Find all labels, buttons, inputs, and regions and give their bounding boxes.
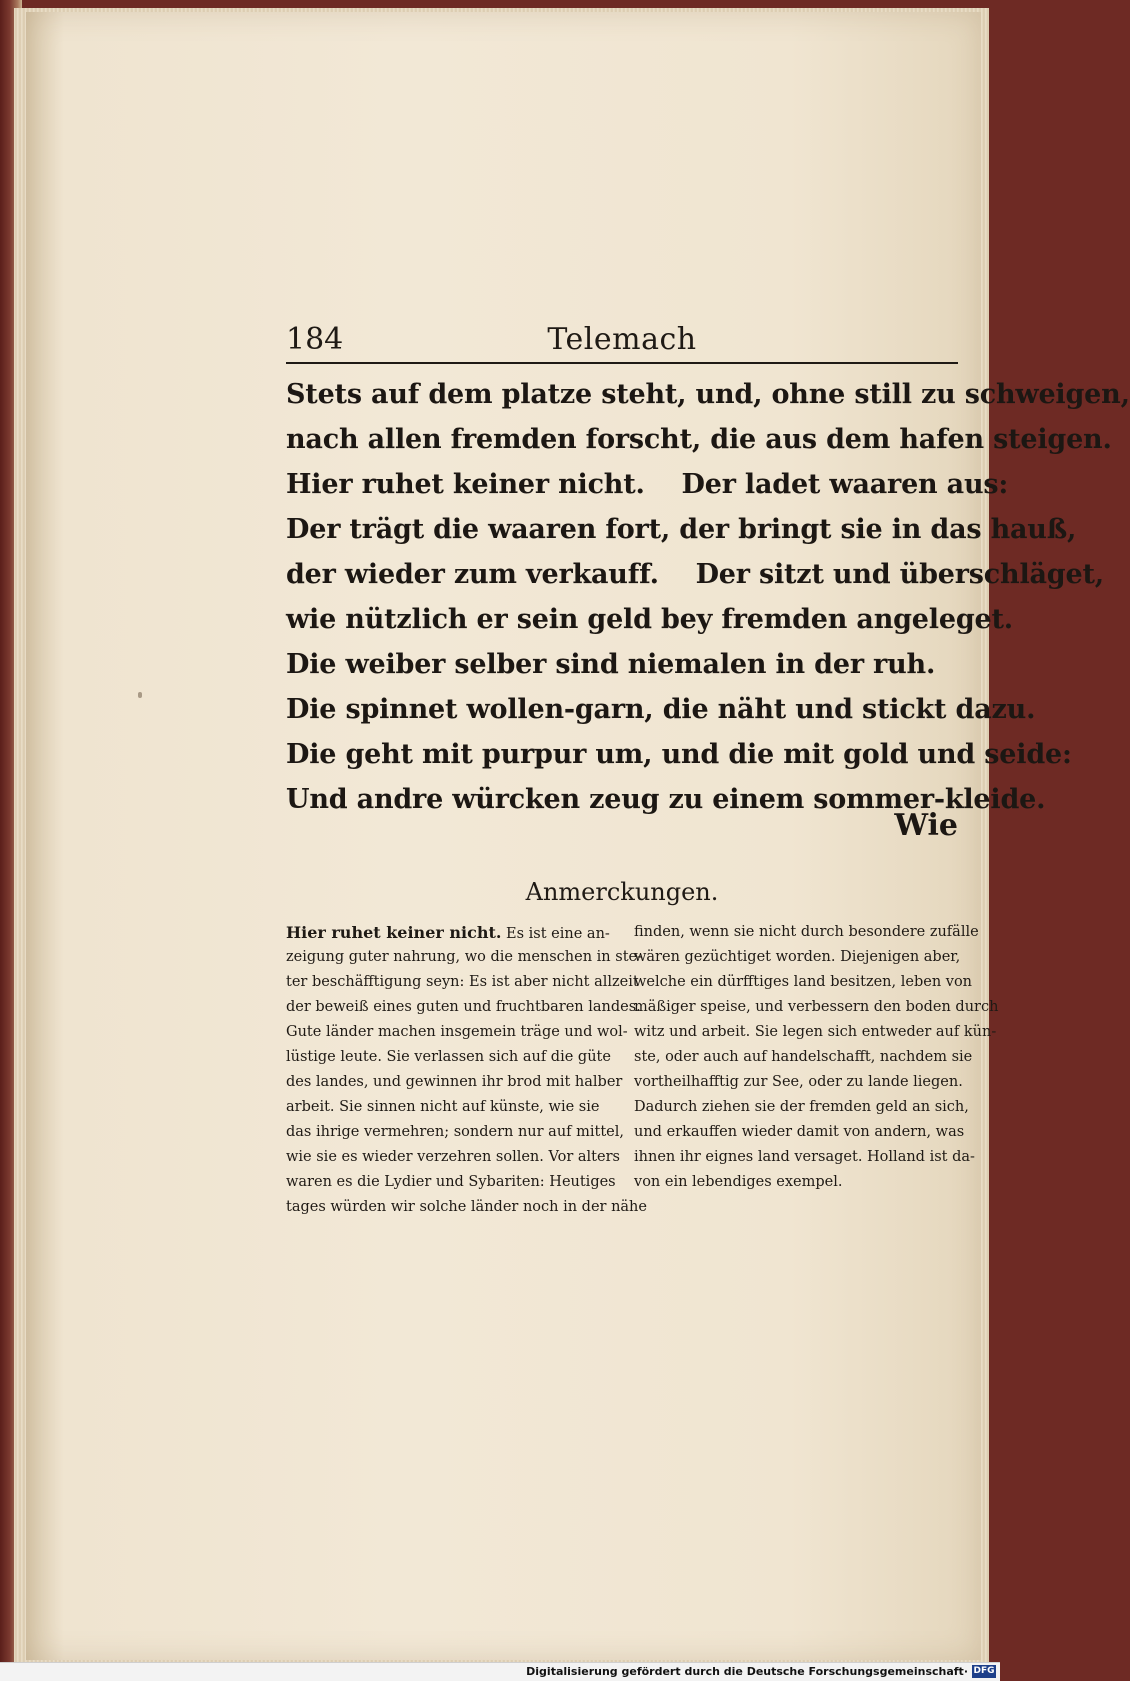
note-line: ihnen ihr eignes land versaget. Holland ist da- [634, 1149, 975, 1165]
note-text: Es ist eine an- [506, 926, 610, 942]
page-number: 184 [286, 322, 344, 357]
verse-line: Und andre würcken zeug zu einem sommer-kleide. [286, 784, 1046, 815]
note-line: zeigung guter nahrung, wo die menschen in ste- [286, 949, 643, 965]
footer-bar [0, 1662, 1000, 1681]
note-line: der beweiß eines guten und fruchtbaren landes. [286, 999, 641, 1015]
note-line: waren es die Lydier und Sybariten: Heutiges [286, 1174, 616, 1190]
verse-line: nach allen fremden forscht, die aus dem hafen steigen. [286, 424, 1112, 455]
page-header [286, 322, 958, 364]
note-line: das ihrige vermehren; sondern nur auf mittel, [286, 1124, 625, 1140]
note-line: ste, oder auch auf handelschafft, nachdem sie [634, 1049, 973, 1065]
note-line: welche ein dürfftiges land besitzen, leben von [634, 974, 973, 990]
ink-mark [138, 692, 142, 698]
verse-line: Hier ruhet keiner nicht. Der ladet waaren aus: [286, 469, 1009, 500]
note-line: mäßiger speise, und verbessern den boden durch [634, 999, 999, 1015]
catchword: Wie [894, 808, 958, 843]
note-line: finden, wenn sie nicht durch besondere zufälle [634, 924, 979, 940]
verse-line: Die weiber selber sind niemalen in der ruh. [286, 649, 936, 680]
note-line: vortheilhafftig zur See, oder zu lande liegen. [634, 1074, 963, 1090]
note-line: tages würden wir solche länder noch in der nähe [286, 1199, 647, 1215]
verse-block [286, 372, 1130, 822]
note-line: des landes, und gewinnen ihr brod mit halber [286, 1074, 623, 1090]
note-line [286, 920, 610, 945]
verse-line: der wieder zum verkauff. Der sitzt und überschläget, [286, 559, 1104, 590]
notes-left-column [286, 920, 647, 1220]
note-line: arbeit. Sie sinnen nicht auf künste, wie sie [286, 1099, 600, 1115]
note-line: wie sie es wieder verzehren sollen. Vor alters [286, 1149, 620, 1165]
verse-line: Die spinnet wollen-garn, die näht und stickt dazu. [286, 694, 1036, 725]
notes-right-column [634, 920, 999, 1195]
note-line: wären gezüchtiget worden. Diejenigen aber, [634, 949, 961, 965]
footer-credit: Digitalisierung gefördert durch die Deutsche Forschungsgemeinschaft· [526, 1665, 968, 1678]
note-lemma: Hier ruhet keiner nicht. [286, 923, 502, 942]
verse-line: wie nützlich er sein geld bey fremden angeleget. [286, 604, 1013, 635]
book-page [26, 12, 1130, 1660]
note-line: witz und arbeit. Sie legen sich entweder auf kün- [634, 1024, 997, 1040]
note-line: Dadurch ziehen sie der fremden geld an sich, [634, 1099, 969, 1115]
note-line: lüstige leute. Sie verlassen sich auf die güte [286, 1049, 611, 1065]
note-line: und erkauffen wieder damit von andern, was [634, 1124, 965, 1140]
dfg-logo: DFG [973, 1666, 995, 1676]
running-head: Telemach [547, 322, 697, 357]
notes-title: Anmerckungen. [525, 878, 719, 906]
verse-line: Der trägt die waaren fort, der bringt sie in das hauß, [286, 514, 1077, 545]
note-line: Gute länder machen insgemein träge und wol- [286, 1024, 628, 1040]
note-line: von ein lebendiges exempel. [634, 1174, 843, 1190]
verse-line: Stets auf dem platze steht, und, ohne still zu schweigen, [286, 379, 1130, 410]
note-line: ter beschäfftigung seyn: Es ist aber nicht allzeit [286, 974, 639, 990]
verse-line: Die geht mit purpur um, und die mit gold und seide: [286, 739, 1072, 770]
